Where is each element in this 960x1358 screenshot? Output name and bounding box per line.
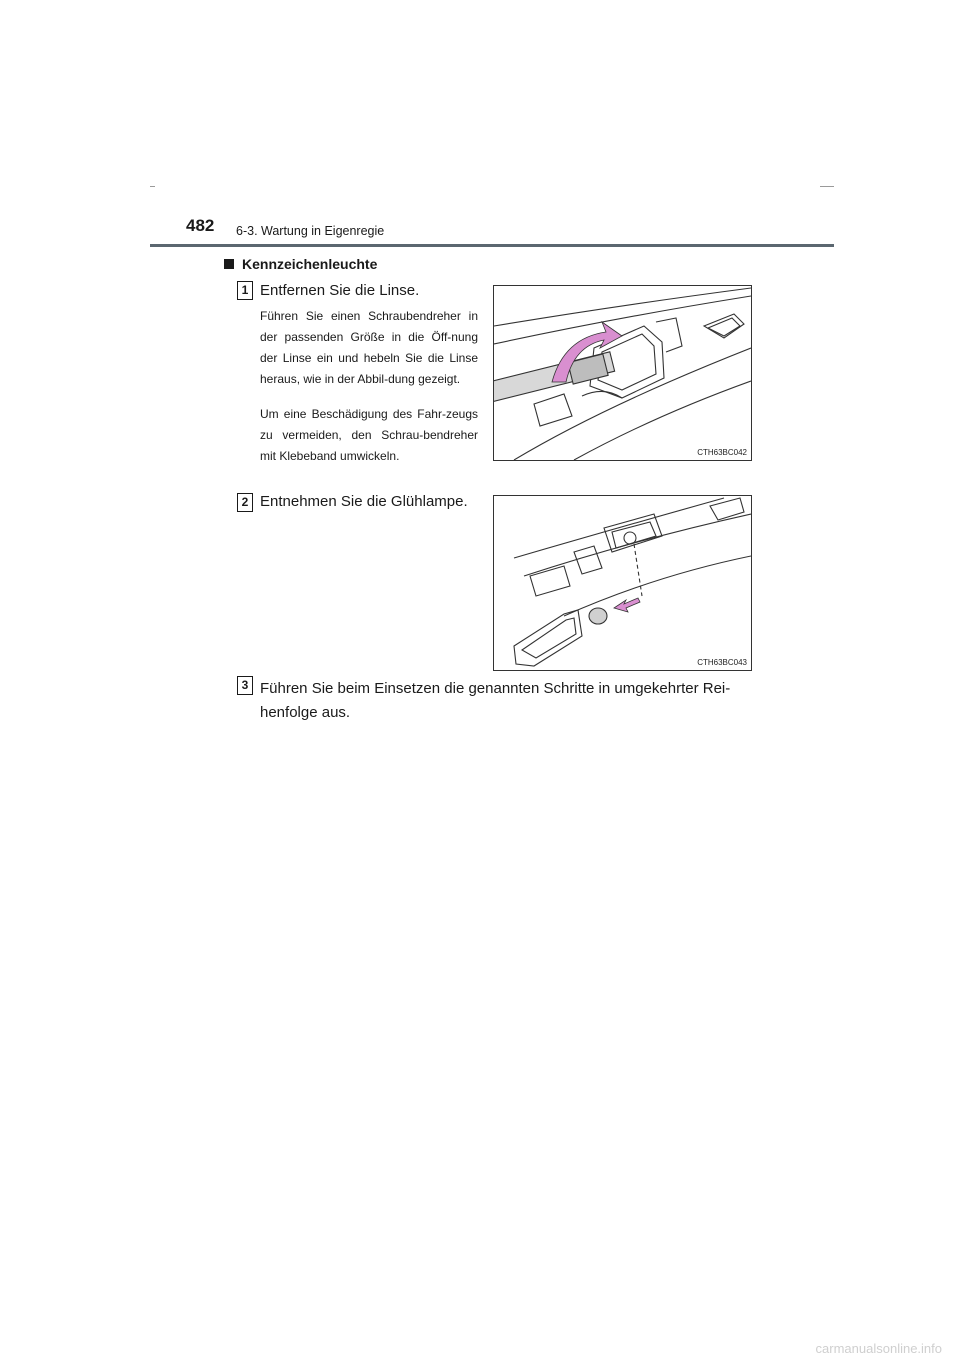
page-number: 482 <box>186 216 215 235</box>
remove-bulb-illustration <box>494 496 751 670</box>
header-rule <box>150 244 834 247</box>
figure-code-1: CTH63BC042 <box>697 448 747 457</box>
step-number-3: 3 <box>237 676 253 695</box>
step-1-paragraph-1: Führen Sie einen Schraubendreher in der passenden Größe in die Öff-nung der Linse ein und hebeln Sie die Linse heraus, wie in der Abbil-dung gezeigt. <box>260 309 478 386</box>
footer-watermark: carmanualsonline.info <box>815 1341 942 1356</box>
figure-code-2: CTH63BC043 <box>697 658 747 667</box>
step-3-title: Führen Sie beim Einsetzen die genannten Schritte in umgekehrter Rei-henfolge aus. <box>260 680 731 721</box>
crop-mark-right <box>820 186 834 187</box>
step-1-title: Entfernen Sie die Linse. <box>260 282 420 299</box>
step-1-paragraph-2: Um eine Beschädigung des Fahr-zeugs zu vermeiden, den Schrau-bendreher mit Klebeband umwickeln. <box>260 407 478 463</box>
section-heading-text: Kennzeichenleuchte <box>242 256 378 272</box>
step-number-2: 2 <box>237 493 253 512</box>
section-heading <box>224 256 377 272</box>
section-title: 6-3. Wartung in Eigenregie <box>236 224 385 238</box>
step-2-title: Entnehmen Sie die Glühlampe. <box>260 493 468 510</box>
figure-remove-lens <box>493 285 752 461</box>
square-bullet-icon <box>224 259 234 269</box>
crop-mark-left <box>150 186 155 187</box>
figure-remove-bulb <box>493 495 752 671</box>
step-number-1: 1 <box>237 281 253 300</box>
remove-lens-illustration <box>494 286 751 460</box>
